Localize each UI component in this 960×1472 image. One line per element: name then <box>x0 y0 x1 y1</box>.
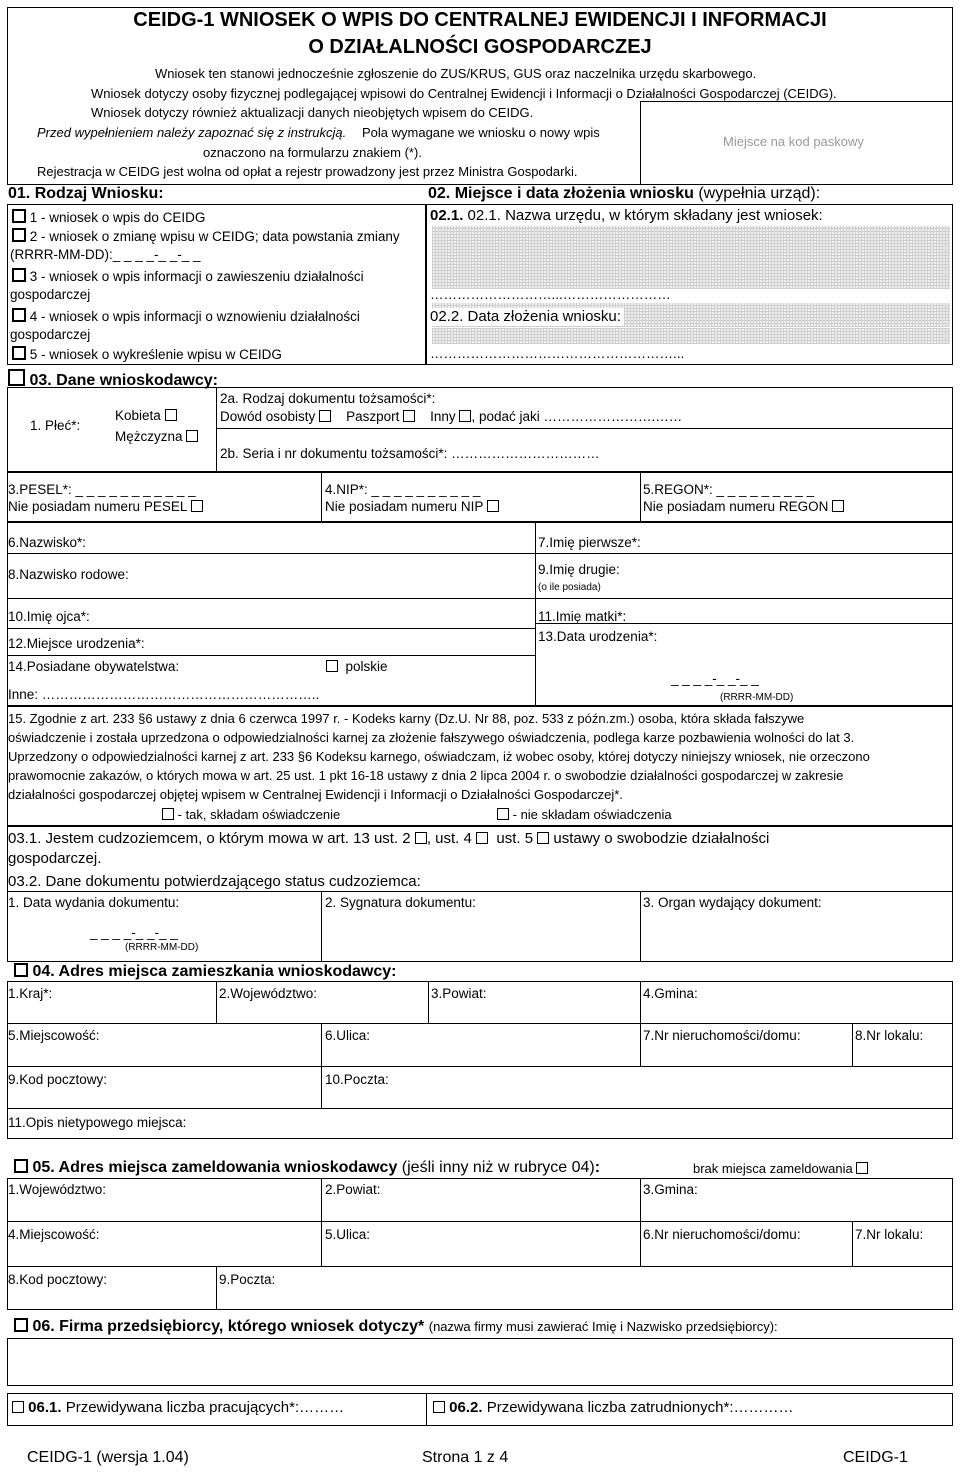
office-name-field[interactable] <box>432 226 950 289</box>
reg-voivodeship-field[interactable]: 1.Województwo: <box>8 1182 107 1197</box>
option-1[interactable]: 1 - wniosek o wpis do CEIDG <box>12 209 205 226</box>
expected-employees-checkbox[interactable] <box>433 1401 445 1413</box>
section-06-title: 06. Firma przedsiębiorcy, którego wniosek dotyczy* (nazwa firmy musi zawierać Imię i Nazwisko przedsiębiorcy): <box>14 1318 778 1335</box>
section-06-checkbox[interactable] <box>14 1318 28 1332</box>
foreigner-status: 03.1. Jestem cudzoziemcem, o którym mowa w art. 13 ust. 2 , ust. 4 ust. 5 ustawy o swobodzie działalności <box>8 830 770 847</box>
street-field[interactable]: 6.Ulica: <box>325 1028 371 1043</box>
header-line-4b: Pola wymagane we wniosku o nowy wpis <box>362 125 600 140</box>
option-4[interactable]: 4 - wniosek o wpis informacji o wznowieniu działalności <box>12 308 360 325</box>
option-5-checkbox[interactable] <box>12 346 26 360</box>
footer-form-code: CEIDG-1 <box>843 1449 908 1466</box>
section-05-box <box>7 1178 953 1310</box>
foreigner-doc-title: 03.2. Dane dokumentu potwierdzającego status cudzoziemca: <box>8 873 421 890</box>
id-doc-number[interactable]: 2b. Seria i nr dokumentu tożsamości*: …………………………… <box>220 446 600 461</box>
date-filed-field[interactable] <box>432 328 950 344</box>
second-name-field[interactable]: 9.Imię drugie: <box>538 562 620 577</box>
header-line-4a: Przed wypełnieniem należy zapoznać się z instrukcją. <box>37 125 347 140</box>
option-4-checkbox[interactable] <box>12 308 26 322</box>
section-02-title: 02. Miejsce i data złożenia wniosku (wypełnia urząd): <box>428 185 821 202</box>
doc-issue-date-label: 1. Data wydania dokumentu: <box>8 895 180 910</box>
birthdate-format: (RRRR-MM-DD) <box>720 692 794 703</box>
female-checkbox[interactable] <box>165 409 177 421</box>
citizenship-other[interactable]: Inne: …………………………………………………….. <box>8 687 320 702</box>
art13-ust2-checkbox[interactable] <box>415 832 427 844</box>
expected-workers-checkbox[interactable] <box>12 1401 24 1413</box>
reg-apartment-field[interactable]: 7.Nr lokalu: <box>855 1227 924 1242</box>
option-3[interactable]: 3 - wniosek o wpis informacji o zawieszeniu działalności <box>12 268 364 285</box>
form-title: CEIDG-1 WNIOSEK O WPIS DO CENTRALNEJ EWIDENCJI I INFORMACJI <box>133 9 827 31</box>
town-field[interactable]: 5.Miejscowość: <box>8 1028 100 1043</box>
nip-field[interactable]: 4.NIP*: _ _ _ _ _ _ _ _ _ _ <box>325 482 481 497</box>
option-1-checkbox[interactable] <box>12 209 26 223</box>
doc-issue-date-mask[interactable]: _ _ _ _-_ _-_ _ <box>90 925 178 940</box>
id-doc-options: Dowód osobisty Paszport Inny , podać jaki …………………….…… <box>220 409 683 424</box>
section-03-checkbox[interactable] <box>8 369 25 386</box>
declaration-line-5: działalności gospodarczej objętej wpisem w Centralnej Ewidencji i Informacji o Działalności Gospodarczej*. <box>8 787 623 802</box>
no-regon-checkbox[interactable] <box>832 500 844 512</box>
declaration-no-checkbox[interactable] <box>497 808 509 820</box>
footer-page: Strona 1 z 4 <box>422 1449 509 1466</box>
no-regon[interactable]: Nie posiadam numeru REGON <box>643 499 844 515</box>
male-checkbox[interactable] <box>186 430 198 442</box>
section-04-title: 04. Adres miejsca zamieszkania wnioskodawcy: <box>14 963 396 980</box>
first-name-field[interactable]: 7.Imię pierwsze*: <box>538 535 641 550</box>
header-line-6: Rejestracja w CEIDG jest wolna od opłat a rejestr prowadzony jest przez Ministra Gospodarki. <box>37 164 578 179</box>
county-field[interactable]: 3.Powiat: <box>431 986 487 1001</box>
section-01-title: 01. Rodzaj Wniosku: <box>8 185 164 202</box>
art13-ust4-checkbox[interactable] <box>476 832 488 844</box>
birthplace-field[interactable]: 12.Miejsce urodzenia*: <box>8 636 145 651</box>
no-registration[interactable]: brak miejsca zameldowania <box>693 1161 868 1177</box>
no-nip-checkbox[interactable] <box>487 500 499 512</box>
section-05-title: 05. Adres miejsca zameldowania wnioskodawcy (jeśli inny niż w rubryce 04): <box>14 1159 600 1176</box>
option-3-cont: gospodarczej <box>10 287 91 302</box>
citizenship-polish[interactable]: polskie <box>326 659 388 675</box>
pesel-field[interactable]: 3.PESEL*: _ _ _ _ _ _ _ _ _ _ _ <box>8 482 196 497</box>
office-name-label: 02.1. 02.1. Nazwa urzędu, w którym składany jest wniosek: <box>430 207 823 224</box>
commune-field[interactable]: 4.Gmina: <box>643 986 698 1001</box>
option-3-checkbox[interactable] <box>12 268 26 282</box>
other-doc-checkbox[interactable] <box>459 410 471 422</box>
header-line-3: Wniosek dotyczy również aktualizacji danych nieobjętych wpisem do CEIDG. <box>91 105 534 120</box>
declaration-yes[interactable]: - tak, składam oświadczenie <box>162 807 340 823</box>
option-2-checkbox[interactable] <box>12 228 26 242</box>
header-line-5: oznaczono na formularzu znakiem (*). <box>203 145 422 160</box>
expected-workers[interactable]: 06.1. Przewidywana liczba pracujących*:……… <box>12 1399 344 1417</box>
polish-checkbox[interactable] <box>326 660 338 672</box>
declaration-line-2: oświadczenie i została uprzedzona o odpowiedzialności karnej za złożenie fałszywego oświadczenia, podlega karze pozbawienia wolności do lat 3. <box>8 730 855 745</box>
form-subtitle: O DZIAŁALNOŚCI GOSPODARCZEJ <box>308 36 652 58</box>
art13-ust5-checkbox[interactable] <box>537 832 549 844</box>
second-name-note: (o ile posiada) <box>538 582 601 593</box>
no-pesel-checkbox[interactable] <box>191 500 203 512</box>
option-2-date[interactable]: (RRRR-MM-DD):_ _ _ _-_ _-_ _ <box>10 247 201 262</box>
father-name-field[interactable]: 10.Imię ojca*: <box>8 609 90 624</box>
date-filed-dots: ………………………………………………... <box>430 346 685 361</box>
barcode-placeholder: Miejsce na kod paskowy <box>723 134 864 149</box>
postcode-field[interactable]: 9.Kod pocztowy: <box>8 1072 108 1087</box>
reg-county-field[interactable]: 2.Powiat: <box>325 1182 381 1197</box>
foreigner-status-cont: gospodarczej. <box>8 850 102 867</box>
section-05-checkbox[interactable] <box>14 1159 28 1173</box>
country-field[interactable]: 1.Kraj*: <box>8 986 53 1001</box>
company-name-field[interactable] <box>7 1338 953 1386</box>
doc-issue-date-format: (RRRR-MM-DD) <box>125 942 199 953</box>
house-number-field[interactable]: 7.Nr nieruchomości/domu: <box>643 1028 801 1043</box>
location-description-field[interactable]: 11.Opis nietypowego miejsca: <box>8 1115 187 1130</box>
reg-postcode-field[interactable]: 8.Kod pocztowy: <box>8 1272 108 1287</box>
id-doc-type-label: 2a. Rodzaj dokumentu tożsamości*: <box>220 391 436 406</box>
no-pesel[interactable]: Nie posiadam numeru PESEL <box>8 499 203 515</box>
section-03-title: 03. Dane wnioskodawcy: <box>8 369 218 389</box>
section-04-checkbox[interactable] <box>14 963 28 977</box>
post-office-field[interactable]: 10.Poczta: <box>325 1072 389 1087</box>
gender-female[interactable]: Kobieta <box>115 408 177 424</box>
declaration-line-1: 15. Zgodnie z art. 233 §6 ustawy z dnia 6 czerwca 1997 r. - Kodeks karny (Dz.U. Nr 88, poz. 533 z późn.zm.) osoba, która składa fałszywe <box>8 711 805 726</box>
no-registration-checkbox[interactable] <box>856 1162 868 1174</box>
header-line-2: Wniosek dotyczy osoby fizycznej podlegającej wpisowi do Centralnej Ewidencji i Informacji o Działalności Gospodarczej (CEIDG). <box>91 86 837 101</box>
voivodeship-field[interactable]: 2.Województwo: <box>219 986 318 1001</box>
reg-commune-field[interactable]: 3.Gmina: <box>643 1182 698 1197</box>
reg-house-number-field[interactable]: 6.Nr nieruchomości/domu: <box>643 1227 801 1242</box>
family-name-field[interactable]: 8.Nazwisko rodowe: <box>8 567 129 582</box>
birthdate-mask[interactable]: _ _ _ _-_ _-_ _ <box>671 671 759 686</box>
reg-post-office-field[interactable]: 9.Poczta: <box>219 1272 276 1287</box>
header-line-1: Wniosek ten stanowi jednocześnie zgłoszenie do ZUS/KRUS, GUS oraz naczelnika urzędu skarbowego. <box>155 66 757 81</box>
footer-version: CEIDG-1 (wersja 1.04) <box>27 1449 189 1466</box>
date-filed-label: 02.2. Data złożenia wniosku: <box>430 308 624 326</box>
regon-field[interactable]: 5.REGON*: _ _ _ _ _ _ _ _ _ <box>643 482 815 497</box>
surname-field[interactable]: 6.Nazwisko*: <box>8 535 87 550</box>
reg-street-field[interactable]: 5.Ulica: <box>325 1227 371 1242</box>
passport-checkbox[interactable] <box>403 410 415 422</box>
declaration-line-3: Uprzedzony o odpowiedzialności karnej z art. 233 §6 Kodeksu karnego, oświadczam, iż wobec osoby, której dotyczy niniejszy wniosek, nie orzeczono <box>8 749 870 764</box>
doc-issuer-field[interactable]: 3. Organ wydający dokument: <box>643 895 822 910</box>
expected-employees[interactable]: 06.2. Przewidywana liczba zatrudnionych*:………… <box>433 1399 794 1417</box>
option-5[interactable]: 5 - wniosek o wykreślenie wpisu w CEIDG <box>12 346 282 363</box>
gender-label: 1. Płeć*: <box>30 418 81 433</box>
mother-name-field[interactable]: 11.Imię matki*: <box>538 609 627 624</box>
birthdate-label: 13.Data urodzenia*: <box>538 629 658 644</box>
citizenship-label: 14.Posiadane obywatelstwa: <box>8 659 180 674</box>
no-nip[interactable]: Nie posiadam numeru NIP <box>325 499 499 515</box>
office-name-dots: ………………………...…………………… <box>430 287 671 302</box>
option-4-cont: gospodarczej <box>10 327 91 342</box>
gender-male[interactable]: Mężczyzna <box>115 429 198 445</box>
reg-town-field[interactable]: 4.Miejscowość: <box>8 1227 100 1242</box>
personal-data-box <box>7 522 953 706</box>
doc-signature-field[interactable]: 2. Sygnatura dokumentu: <box>325 895 476 910</box>
option-2[interactable]: 2 - wniosek o zmianę wpisu w CEIDG; data powstania zmiany <box>12 228 400 245</box>
declaration-line-4: prawomocnie zakazów, o których mowa w art. 25 ust. 1 pkt 16-18 ustawy z dnia 2 lipca 2004 r. o swobodzie działalności gospodarczej w zakresie <box>8 768 844 783</box>
declaration-yes-checkbox[interactable] <box>162 808 174 820</box>
declaration-no[interactable]: - nie składam oświadczenia <box>497 807 672 823</box>
apartment-field[interactable]: 8.Nr lokalu: <box>855 1028 924 1043</box>
id-card-checkbox[interactable] <box>319 410 331 422</box>
